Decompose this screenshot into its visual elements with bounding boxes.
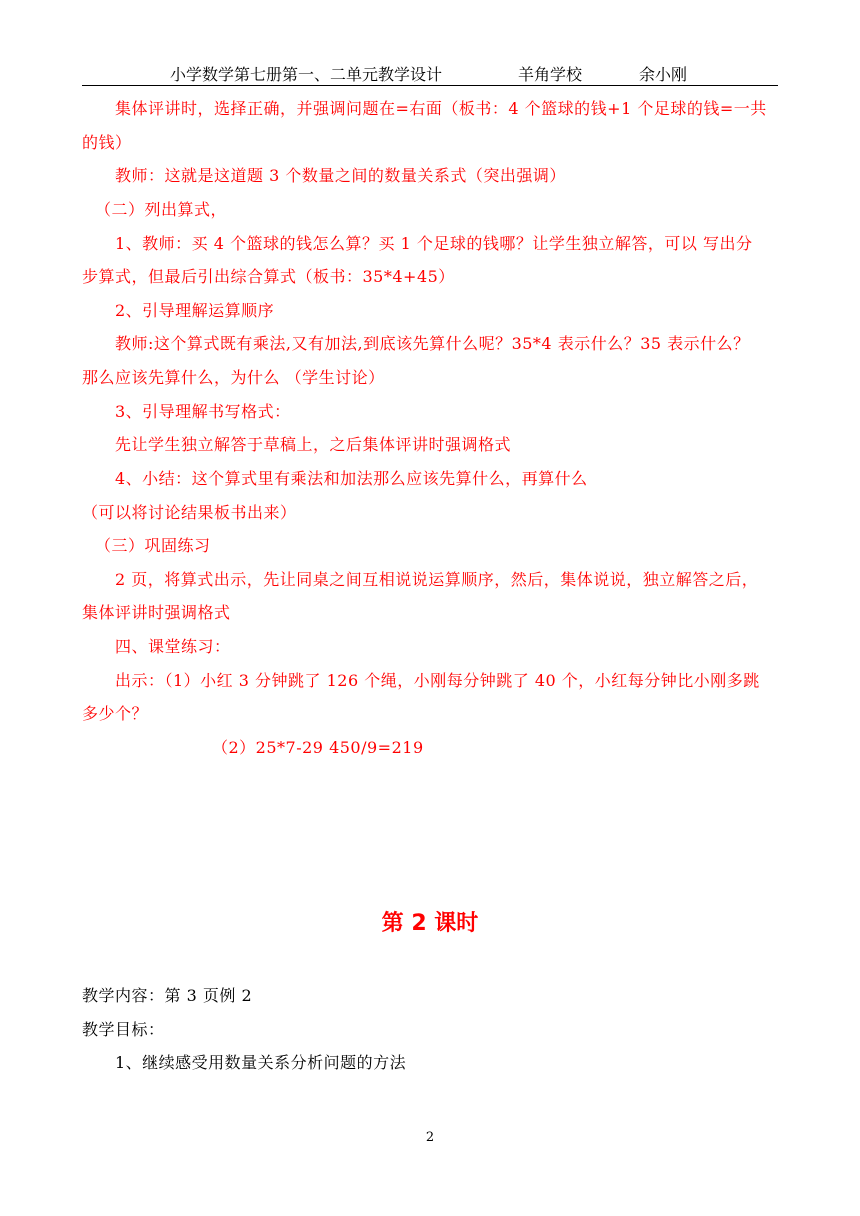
school-name: 羊角学校 <box>518 65 583 84</box>
paragraph-line: 出示：（1）小红 3 分钟跳了 126 个绳，小刚每分钟跳了 40 个，小红每分钟比小刚多跳 <box>115 671 760 690</box>
paragraph-line: 多少个？ <box>82 704 149 723</box>
section-heading: （三）巩固练习 <box>95 536 211 555</box>
paragraph-line: 3、引导理解书写格式： <box>115 402 291 421</box>
lesson-goal-item: 1、继续感受用数量关系分析问题的方法 <box>115 1053 407 1072</box>
paragraph-line: 2、引导理解运算顺序 <box>115 301 275 320</box>
paragraph-line: 4、小结：这个算式里有乘法和加法那么应该先算什么，再算什么 <box>115 469 588 488</box>
paragraph-line: 教师：这就是这道题 3 个数量之间的数量关系式（突出强调） <box>115 166 566 185</box>
document-title: 小学数学第七册第一、二单元教学设计 <box>170 65 443 84</box>
paragraph-line: 集体评讲时强调格式 <box>82 603 231 622</box>
paragraph-line: 2 页，将算式出示，先让同桌之间互相说说运算顺序，然后，集体说说，独立解答之后， <box>115 570 759 589</box>
section-heading: （二）列出算式， <box>95 200 228 219</box>
paragraph-line: 的钱） <box>82 133 132 152</box>
paragraph-line: 那么应该先算什么，为什么 （学生讨论） <box>82 368 385 387</box>
page-header <box>82 60 778 86</box>
section-heading: 四、课堂练习： <box>115 637 231 656</box>
paragraph-line: 集体评讲时，选择正确，并强调问题在=右面（板书：4 个篮球的钱+1 个足球的钱=一共 <box>115 99 767 118</box>
paragraph-line: 先让学生独立解答于草稿上，之后集体评讲时强调格式 <box>115 435 512 454</box>
lesson-goals-label: 教学目标： <box>82 1020 165 1039</box>
lesson-heading: 第 2 课时 <box>381 911 479 936</box>
page-number: 2 <box>425 1130 435 1145</box>
paragraph-line: 教师:这个算式既有乘法,又有加法,到底该先算什么呢？35*4 表示什么？35 表示什么？ <box>115 334 750 353</box>
paragraph-line: （可以将讨论结果板书出来） <box>82 503 297 522</box>
paragraph-line: 1、教师：买 4 个篮球的钱怎么算？买 1 个足球的钱哪？让学生独立解答，可以 写出分 <box>115 234 753 253</box>
paragraph-line: 步算式，但最后引出综合算式（板书：35*4+45） <box>82 267 455 286</box>
author-name: 余小刚 <box>639 65 688 84</box>
lesson-content: 教学内容：第 3 页例 2 <box>82 986 253 1005</box>
paragraph-line: （2）25*7-29 450/9=219 <box>212 738 424 757</box>
